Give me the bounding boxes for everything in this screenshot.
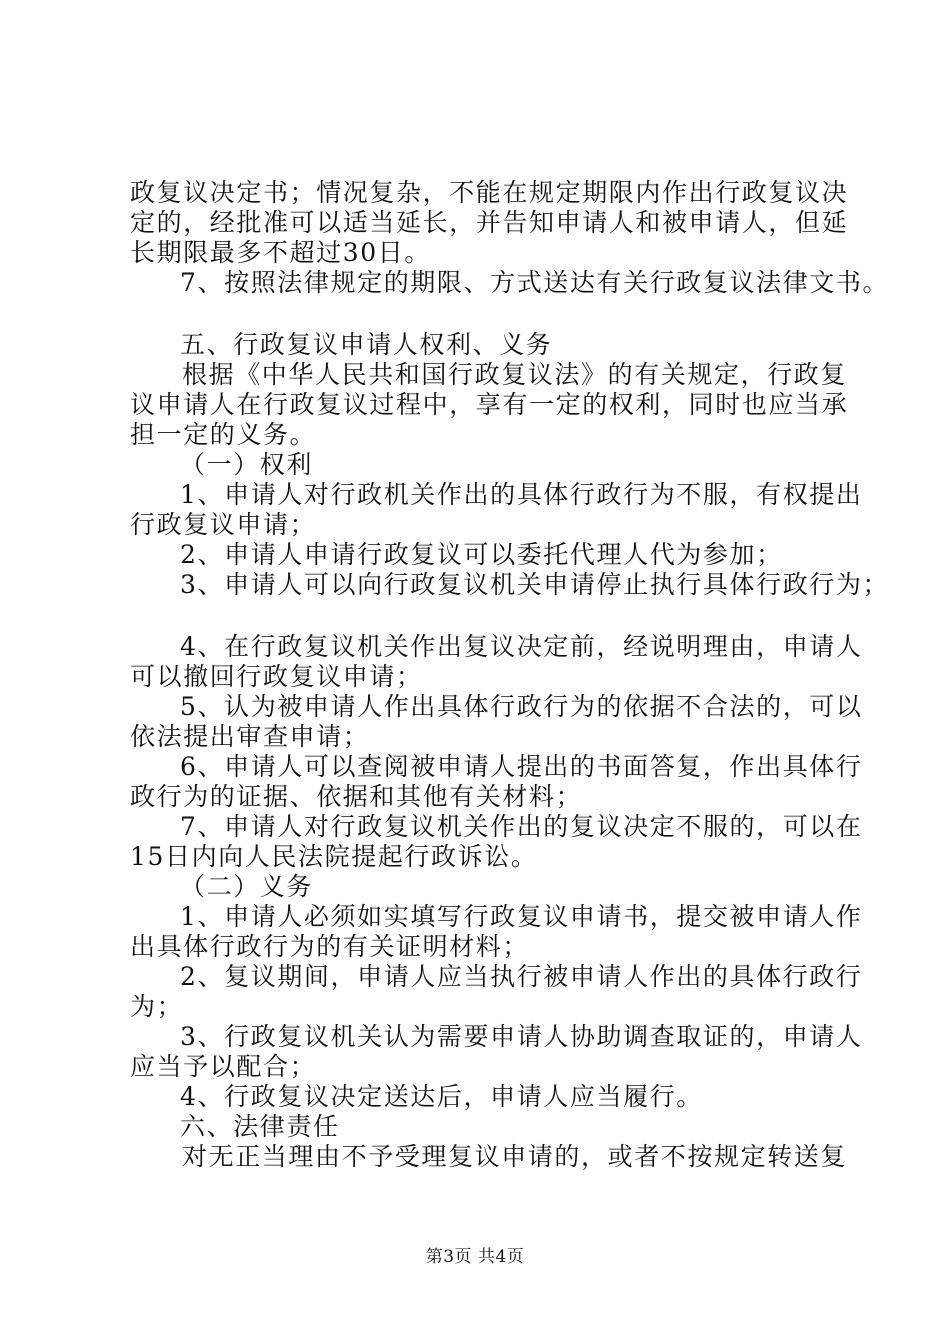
list-item-continuation: 政行为的证据、依据和其他有关材料；: [130, 782, 583, 811]
section-heading: 五、行政复议申请人权利、义务: [180, 330, 553, 359]
list-item: 3、申请人可以向行政复议机关申请停止执行具体行政行为；: [180, 570, 890, 599]
list-item-continuation: 为；: [130, 992, 184, 1021]
paragraph-line: 担一定的义务。: [130, 420, 317, 449]
list-item: 7、按照法律规定的期限、方式送达有关行政复议法律文书。: [180, 268, 890, 297]
list-item: 1、申请人对行政机关作出的具体行政行为不服，有权提出: [180, 480, 863, 509]
list-item-continuation: 依法提出审查申请；: [130, 722, 370, 751]
list-item: 4、行政复议决定送达后，申请人应当履行。: [180, 1082, 703, 1111]
subsection-heading: （二）义务: [180, 872, 314, 901]
list-item: 6、申请人可以查阅被申请人提出的书面答复，作出具体行: [180, 752, 863, 781]
list-item-continuation: 应当予以配合；: [130, 1052, 317, 1081]
paragraph-line: 政复议决定书；情况复杂，不能在规定期限内作出行政复议决: [130, 178, 849, 207]
subsection-heading: （一）权利: [180, 450, 314, 479]
list-item: 3、行政复议机关认为需要申请人协助调查取证的，申请人: [180, 1022, 863, 1051]
paragraph-line: 根据《中华人民共和国行政复议法》的有关规定，行政复: [182, 360, 848, 389]
list-item: 4、在行政复议机关作出复议决定前，经说明理由，申请人: [180, 632, 863, 661]
list-item: 7、申请人对行政复议机关作出的复议决定不服的，可以在: [180, 812, 863, 841]
list-item: 2、复议期间，申请人应当执行被申请人作出的具体行政行: [180, 962, 863, 991]
list-item-continuation: 可以撤回行政复议申请；: [130, 662, 423, 691]
list-item-continuation: 出具体行政行为的有关证明材料；: [130, 932, 530, 961]
list-item: 2、申请人申请行政复议可以委托代理人代为参加；: [180, 540, 783, 569]
paragraph-line: 议申请人在行政复议过程中，享有一定的权利，同时也应当承: [130, 390, 849, 419]
section-heading: 六、法律责任: [180, 1112, 340, 1141]
paragraph-line: 对无正当理由不予受理复议申请的，或者不按规定转送复: [182, 1142, 848, 1171]
paragraph-line: 长期限最多不超过30日。: [130, 238, 432, 267]
list-item-continuation: 15日内向人民法院提起行政诉讼。: [130, 842, 538, 871]
page-number-footer: 第3页 共4页: [425, 1247, 525, 1267]
list-item: 5、认为被申请人作出具体行政行为的依据不合法的，可以: [180, 692, 863, 721]
list-item-continuation: 行政复议申请；: [130, 510, 317, 539]
list-item: 1、申请人必须如实填写行政复议申请书，提交被申请人作: [180, 902, 863, 931]
paragraph-line: 定的，经批准可以适当延长，并告知申请人和被申请人，但延: [130, 208, 849, 237]
